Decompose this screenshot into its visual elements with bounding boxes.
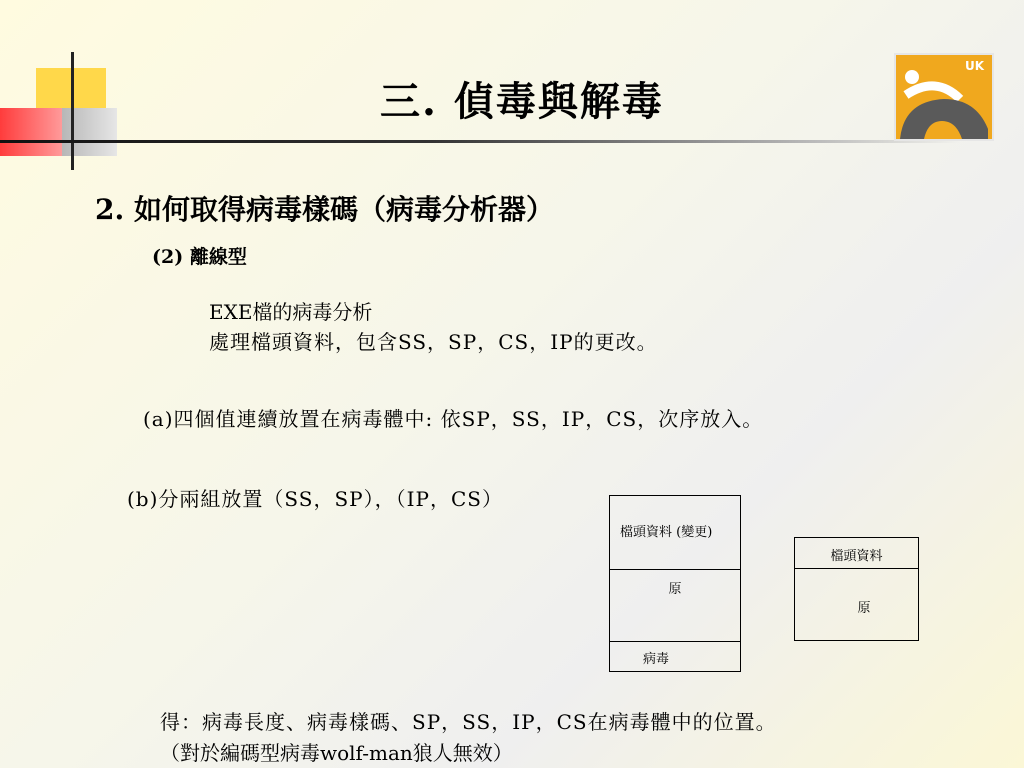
body-line-b: (b)分兩組放置（SS，SP），（IP，CS） <box>127 487 503 511</box>
uk-logo-icon <box>894 53 994 141</box>
body-line-a: (a)四個值連續放置在病毒體中: 依SP，SS，IP，CS，次序放入。 <box>143 407 764 431</box>
table-original-body: 原 <box>857 601 871 616</box>
result-line: 得：病毒長度、病毒樣碼、SP，SS，IP，CS在病毒體中的位置。 <box>160 710 777 734</box>
section-heading: 2. 如何取得病毒樣碼（病毒分析器） <box>95 193 554 226</box>
slide-title: 三. 偵毒與解毒 <box>380 78 664 125</box>
body-line-header: 處理檔頭資料，包含SS，SP，CS，IP的更改。 <box>209 330 658 354</box>
logo-text: UK <box>964 59 984 73</box>
body-line-exe: EXE檔的病毒分析 <box>209 300 373 324</box>
table-original-header: 檔頭資料 <box>795 538 918 569</box>
table-changed-layout <box>609 495 741 672</box>
decor-vertical-line <box>71 52 74 170</box>
decor-red-square <box>0 108 62 156</box>
subsection-heading: (2) 離線型 <box>152 246 247 268</box>
result-note: （對於編碼型病毒wolf-man狼人無效） <box>160 741 513 765</box>
table-changed-virus: 病毒 <box>643 652 670 667</box>
table-original-layout <box>794 537 919 641</box>
title-underline <box>0 140 960 143</box>
table-changed-header: 檔頭資料 (變更) <box>610 496 740 570</box>
table-changed-original: 原 <box>610 570 740 642</box>
